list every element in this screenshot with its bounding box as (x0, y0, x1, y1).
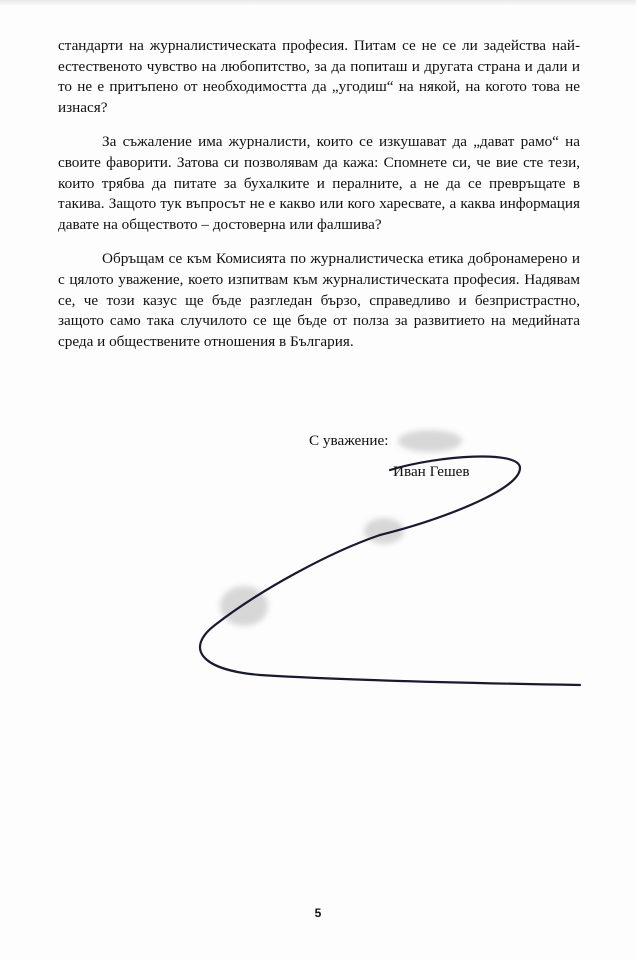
closing-salutation: С уважение: (309, 432, 389, 449)
paragraph-commission: Обръщам се към Комисията по журналистическа етика добронамерено и с цялото уважение, което изпитвам към журналистическата професия. Надявам се, че този казус ще бъде разгледан бързо, справедливо и безпристрастно, защото само така случилото се ще бъде от полза за развитието на медийната среда и обществените отношения в България. (58, 250, 580, 350)
page-number: 5 (314, 906, 322, 920)
paragraph-continuation: стандарти на журналистическата професия. Питам се не се ли задейства най-естественото чувство на любопитство, за да попиташ и другата страна и дали и то не е притъпено от необходимостта да „угодиш“ на някой, на когото това не изнася? (58, 37, 580, 116)
paragraph-journalists: За съжаление има журналисти, които се изкушават да „дават рамо“ на своите фаворити. Затова си позволявам да кажа: Спомнете си, че вие сте тези, които трябва да питате за бухалките и пералните, а не да се превръщате в такива. Защото тук въпросът не е какво или кого харесвате, а каква информация давате на обществото – достоверна или фалшива? (58, 133, 580, 233)
signer-name: Иван Гешев (393, 463, 470, 480)
